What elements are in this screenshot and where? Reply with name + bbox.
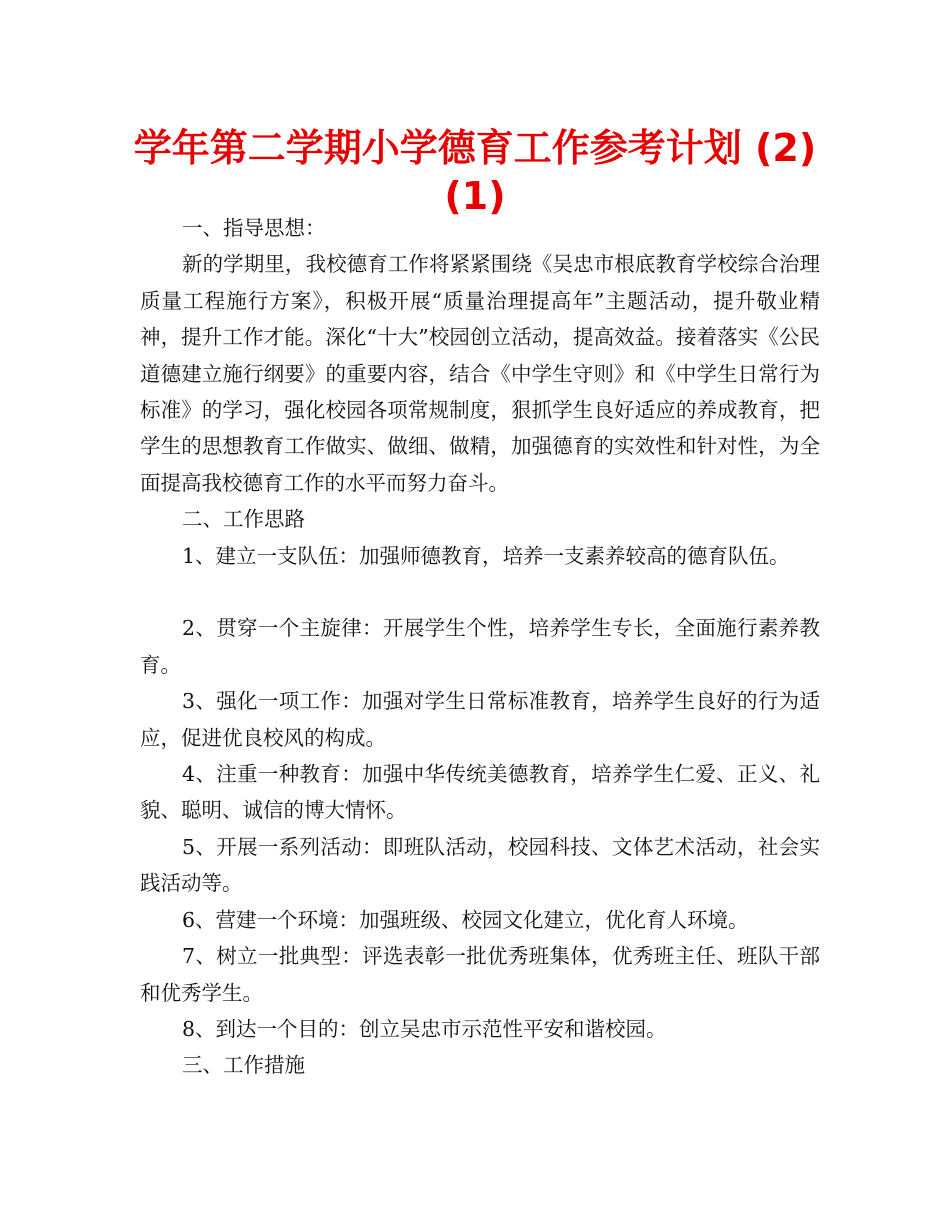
document-body [140, 210, 820, 1084]
list-item-6: 6、营建一个环境：加强班级、校园文化建立，优化育人环境。 [182, 907, 749, 932]
list-item-5: 5、开展一系列活动：即班队活动，校园科技、文体艺术活动，社会实践活动等。 [140, 834, 820, 896]
list-item-1: 1、建立一支队伍：加强师德教育，培养一支素养较高的德育队伍。 [182, 543, 790, 568]
document-title-line-1: 学年第二学期小学德育工作参考计划 (2) [133, 126, 817, 170]
document-title-line-2: (1) [444, 174, 506, 218]
list-item-4: 4、注重一种教育：加强中华传统美德教育，培养学生仁爱、正义、礼貌、聪明、诚信的博大情怀。 [140, 762, 820, 823]
section-heading-work-approach: 二、工作思路 [182, 507, 305, 532]
list-item-7: 7、树立一批典型：评选表彰一批优秀班集体，优秀班主任、班队干部和优秀学生。 [140, 944, 820, 1005]
section-heading-guiding-ideology: 一、指导思想： [182, 216, 326, 240]
list-item-3: 3、强化一项工作：加强对学生日常标准教育，培养学生良好的行为适应，促进优良校风的构成。 [140, 689, 820, 750]
list-item-8: 8、到达一个目的：创立吴忠市示范性平安和谐校园。 [182, 1016, 667, 1041]
paragraph-guiding-ideology: 新的学期里，我校德育工作将紧紧围绕《吴忠市根底教育学校综合治理质量工程施行方案》，积极开展“质量治理提高年”主题活动，提升敬业精神，提升工作才能。深化“十大”校园创立活动，提高效益。接着落实《公民道德建立施行纲要》的重要内容，结合《中学生守则》和《中学生日常行为标准》的学习，强化校园各项常规制度，狠抓学生良好适应的养成教育，把学生的思想教育工作做实、做细、做精，加强德育的实效性和针对性，为全面提高我校德育工作的水平而努力奋斗。 [140, 252, 820, 495]
list-item-2: 2、贯穿一个主旋律：开展学生个性，培养学生专长，全面施行素养教育。 [140, 616, 820, 677]
section-heading-work-measures: 三、工作措施 [182, 1053, 305, 1078]
